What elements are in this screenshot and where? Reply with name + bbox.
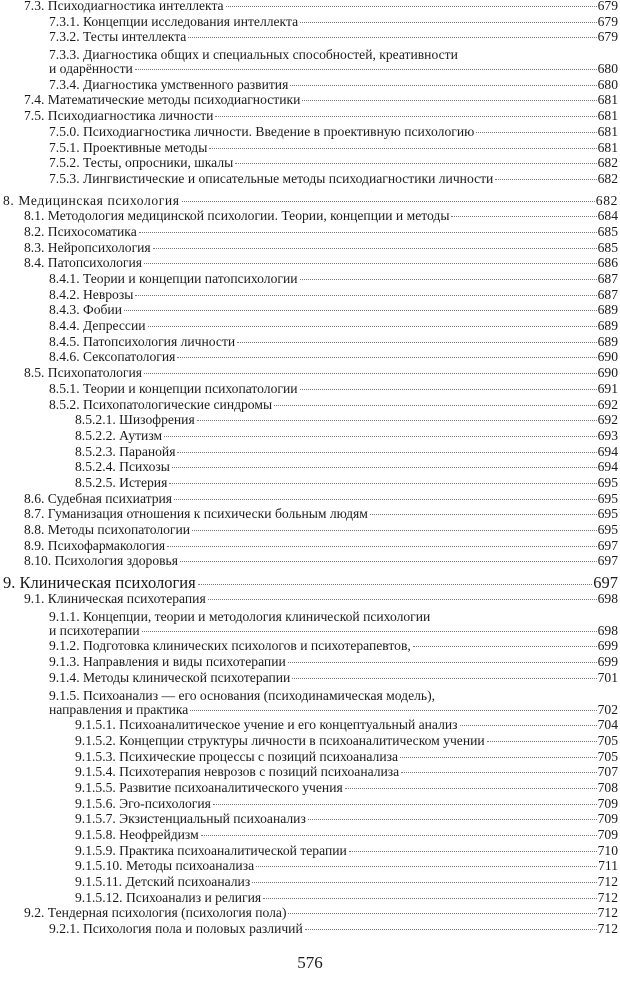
entry-title: 9.1.5.2. Концепции структуры личности в психоаналитическом учении (75, 732, 485, 748)
entry-page-number: 690 (597, 349, 618, 365)
dot-leader (169, 483, 596, 484)
dot-leader (305, 929, 597, 930)
dot-leader (226, 6, 597, 7)
dot-leader (188, 37, 596, 38)
entry-page-number: 701 (597, 669, 618, 685)
dot-leader (177, 357, 596, 358)
entry-page-number: 695 (597, 490, 618, 506)
entry-title: 9. Клиническая психология (3, 573, 196, 593)
entry-page-number: 693 (597, 427, 618, 443)
dot-leader (139, 232, 597, 233)
entry-title: 7.4. Математические методы психодиагностики (24, 92, 301, 108)
toc-entry (0, 475, 618, 491)
entry-page-number: 705 (597, 748, 618, 764)
entry-title: 8.5.2.2. Аутизм (75, 427, 163, 443)
entry-page-number: 682 (595, 192, 618, 208)
dot-leader (292, 678, 596, 679)
dot-leader (460, 725, 597, 726)
entry-title: 8.5.2.1. Шизофрения (75, 412, 195, 428)
dot-leader (164, 436, 596, 437)
entry-page-number: 689 (597, 318, 618, 334)
dot-leader (124, 310, 597, 311)
toc-entry (0, 92, 618, 108)
entry-title: 9.2. Тендерная психология (психология пола) (24, 905, 287, 921)
dot-leader (413, 646, 597, 647)
entry-title: 7.3.1. Концепции исследования интеллекта (49, 13, 299, 29)
entry-page-number: 699 (597, 654, 618, 670)
entry-title: 9.1.5.1. Психоаналитическое учение и его концептуальный анализ (75, 717, 458, 733)
entry-title: 8.6. Судебная психиатрия (24, 490, 173, 506)
entry-title: 7.5.0. Психодиагностика личности. Введение в проективную психологию (49, 123, 475, 139)
toc-entry (0, 208, 618, 224)
entry-title: 9.1.1. Концепции, теории и методология клинической психологии (49, 608, 431, 624)
toc-entry (0, 858, 618, 874)
entry-page-number: 687 (597, 286, 618, 302)
toc-chapter-entry (0, 193, 618, 209)
entry-title: 9.2.1. Психология пола и половых различий (49, 921, 303, 937)
entry-title: 8.4.2. Неврозы (49, 286, 134, 302)
entry-page-number: 687 (597, 271, 618, 286)
entry-page-number: 712 (597, 874, 618, 890)
toc-entry (0, 334, 618, 350)
toc-entry (0, 749, 618, 765)
dot-leader (213, 804, 597, 805)
dot-leader (215, 116, 596, 117)
entry-page-number: 697 (597, 537, 618, 553)
dot-leader (172, 467, 597, 468)
entry-title: 9.1.5.3. Психические процессы с позиций психоанализа (75, 748, 398, 764)
dot-leader (208, 599, 597, 600)
entry-title: 8.5.2.4. Психозы (75, 459, 170, 475)
entry-title: 9.1.5.10. Методы психоанализа (75, 858, 255, 874)
entry-page-number: 694 (597, 459, 618, 475)
dot-leader (300, 279, 597, 280)
entry-title: 9.1.3. Направления и виды психотерапии (49, 654, 286, 670)
toc-entry (0, 506, 618, 522)
dot-leader (177, 452, 596, 453)
dot-leader (288, 662, 597, 663)
toc-entry (0, 365, 618, 381)
entry-page-number: 681 (597, 92, 618, 108)
entry-title: 8.4.1. Теории и концепции патопсихологии (49, 271, 298, 286)
toc-entry (0, 905, 618, 921)
toc-entry (0, 29, 618, 45)
entry-page-number: 679 (597, 13, 618, 29)
dot-leader (180, 561, 597, 562)
entry-title: 7.3.3. Диагностика общих и специальных способностей, креативности (49, 47, 458, 63)
dot-leader (252, 882, 596, 883)
entry-page-number: 689 (597, 333, 618, 349)
dot-leader (235, 163, 596, 164)
toc-entry (0, 538, 618, 554)
entry-title: 9.1.5.6. Эго-психология (75, 795, 211, 811)
toc-entry (0, 827, 618, 843)
entry-page-number: 681 (597, 123, 618, 139)
toc-entry (0, 843, 618, 859)
entry-page-number: 679 (597, 0, 618, 13)
entry-title: 9.1.5.11. Детский психоанализ (75, 874, 251, 890)
entry-title: 9.1.5.4. Психотерапия неврозов с позиций психоанализа (75, 764, 400, 780)
toc-entry (0, 717, 618, 733)
entry-title: 7.5.3. Лингвистические и описательные методы психодиагностики личности (49, 170, 494, 186)
dot-leader (192, 530, 597, 531)
dot-leader (144, 373, 597, 374)
toc-entry (0, 591, 618, 607)
entry-title: 9.1.2. Подготовка клинических психологов и психотерапевтов, (49, 638, 411, 654)
toc-entry (0, 412, 618, 428)
toc-entry (0, 224, 618, 240)
toc-entry (0, 921, 618, 937)
toc-entry (0, 428, 618, 444)
entry-title: 7.5.2. Тесты, опросники, шкалы (49, 155, 234, 171)
toc-entry (0, 381, 618, 397)
toc-entry (0, 318, 618, 334)
entry-page-number: 698 (597, 622, 618, 638)
entry-title: 7.3.4. Диагностика умственного развития (49, 76, 289, 92)
dot-leader (167, 546, 596, 547)
toc-entry (0, 108, 618, 124)
entry-title: 9.1. Клиническая психотерапия (24, 591, 206, 607)
entry-title: 8.9. Психофармакология (24, 537, 166, 553)
toc-entry (0, 271, 618, 287)
toc-entry (0, 702, 618, 718)
toc-entry (0, 654, 618, 670)
entry-title: 8.8. Методы психопатологии (24, 522, 191, 537)
entry-title: 8.7. Гуманизация отношения к психически больным людям (24, 506, 368, 522)
entry-title: 7.5. Психодиагностика личности (24, 108, 214, 124)
toc-entry (0, 638, 618, 654)
dot-leader (349, 851, 597, 852)
entry-page-number: 698 (597, 591, 618, 607)
toc-entry (0, 171, 618, 187)
entry-title: 8.4.3. Фобии (49, 302, 122, 318)
entry-page-number: 685 (597, 239, 618, 255)
toc-entry (0, 47, 618, 61)
dot-leader (308, 819, 597, 820)
entry-page-number: 709 (597, 811, 618, 827)
entry-title: 7.3. Психодиагностика интеллекта (24, 0, 224, 13)
entry-page-number: 697 (593, 573, 618, 593)
dot-leader (148, 326, 597, 327)
dot-leader (153, 248, 597, 249)
entry-page-number: 682 (597, 155, 618, 171)
page-number: 576 (297, 953, 323, 972)
entry-page-number: 692 (597, 412, 618, 428)
entry-page-number: 681 (597, 139, 618, 155)
toc-entry (0, 155, 618, 171)
entry-page-number: 691 (597, 380, 618, 396)
entry-page-number: 712 (597, 921, 618, 937)
toc-entry (0, 890, 618, 906)
entry-title: 8.1. Методология медицинской психологии. Теории, концепции и методы (24, 208, 450, 224)
entry-page-number: 705 (597, 732, 618, 748)
toc-entry (0, 302, 618, 318)
toc-entry (0, 522, 618, 538)
entry-page-number: 690 (597, 365, 618, 381)
entry-page-number: 692 (597, 396, 618, 412)
entry-title: 9.1.5.8. Неофрейдизм (75, 827, 199, 842)
dot-leader (451, 216, 596, 217)
entry-title: направления и практика (49, 701, 189, 717)
toc-entry (0, 77, 618, 93)
entry-page-number: 679 (597, 29, 618, 45)
entry-page-number: 695 (597, 506, 618, 522)
dot-leader (476, 132, 596, 133)
entry-title: 8.10. Психология здоровья (24, 553, 178, 569)
toc-entry (0, 287, 618, 303)
dot-leader (198, 584, 593, 585)
entry-title: 7.3.2. Тесты интеллекта (49, 29, 187, 45)
entry-page-number: 682 (597, 170, 618, 186)
toc-entry (0, 0, 618, 14)
entry-title: 8.3. Нейропсихология (24, 239, 151, 255)
dot-leader (300, 389, 597, 390)
entry-page-number: 699 (597, 638, 618, 654)
entry-title: 8.5. Психопатология (24, 365, 143, 381)
toc-entry (0, 811, 618, 827)
entry-title: 8.5.2. Психопатологические синдромы (49, 396, 273, 412)
entry-title: 8.4.6. Сексопатология (49, 349, 176, 365)
toc-entry (0, 459, 618, 475)
entry-title: 9.1.4. Методы клинической психотерапии (49, 669, 291, 685)
toc-entry (0, 780, 618, 796)
dot-leader (174, 499, 597, 500)
dot-leader (345, 788, 597, 789)
entry-page-number: 709 (597, 795, 618, 811)
toc-entry (0, 61, 618, 77)
entry-page-number: 712 (597, 889, 618, 905)
toc-entry (0, 670, 618, 686)
dot-leader (237, 342, 596, 343)
toc-entry (0, 240, 618, 256)
dot-leader (190, 710, 596, 711)
entry-title: и одарённости (49, 61, 133, 77)
entry-page-number: 707 (597, 764, 618, 780)
entry-title: 9.1.5.9. Практика психоаналитической терапии (75, 842, 347, 858)
entry-title: 9.1.5.5. Развитие психоаналитического учения (75, 779, 343, 795)
entry-page-number: 711 (598, 858, 618, 874)
entry-page-number: 704 (597, 717, 618, 733)
toc-entry (0, 397, 618, 413)
entry-page-number: 680 (597, 61, 618, 77)
dot-leader (201, 835, 597, 836)
toc-entry (0, 444, 618, 460)
toc-entry (0, 796, 618, 812)
entry-title: 8.5.1. Теории и концепции психопатологии (49, 380, 298, 396)
entry-title: 8.4.5. Патопсихология личности (49, 333, 236, 349)
entry-page-number: 681 (597, 108, 618, 124)
entry-page-number: 702 (597, 701, 618, 717)
entry-title: 9.1.5. Психоанализ — его основания (психодинамическая модель), (49, 687, 436, 703)
entry-page-number: 694 (597, 443, 618, 459)
entry-page-number: 712 (597, 905, 618, 921)
entry-page-number: 708 (597, 779, 618, 795)
toc-entry (0, 553, 618, 569)
dot-leader (209, 148, 596, 149)
dot-leader (135, 69, 597, 70)
entry-page-number: 684 (597, 208, 618, 224)
toc-entry (0, 14, 618, 30)
dot-leader (370, 514, 597, 515)
toc-entry (0, 688, 618, 702)
entry-page-number: 709 (597, 827, 618, 842)
toc-entry (0, 255, 618, 271)
dot-leader (288, 913, 596, 914)
entry-title: и психотерапии (49, 622, 140, 638)
dot-leader (495, 179, 596, 180)
entry-title: 8.5.2.3. Паранойя (75, 443, 176, 459)
entry-page-number: 697 (597, 553, 618, 569)
entry-page-number: 710 (597, 842, 618, 858)
entry-title: 9.1.5.7. Экзистенциальный психоанализ (75, 811, 306, 827)
toc-entry (0, 140, 618, 156)
entry-page-number: 686 (597, 255, 618, 271)
dot-leader (182, 201, 595, 202)
dot-leader (256, 866, 597, 867)
dot-leader (197, 420, 597, 421)
toc-entry (0, 764, 618, 780)
entry-page-number: 695 (597, 522, 618, 537)
dot-leader (300, 22, 597, 23)
entry-title: 7.5.1. Проективные методы (49, 139, 208, 155)
entry-page-number: 689 (597, 302, 618, 318)
toc-entry (0, 874, 618, 890)
entry-title: 8.2. Психосоматика (24, 223, 137, 239)
dot-leader (401, 772, 596, 773)
entry-title: 9.1.5.12. Психоанализ и религия (75, 889, 262, 905)
toc-entry (0, 124, 618, 140)
dot-leader (290, 85, 596, 86)
entry-title: 8. Медицинская психология (3, 192, 180, 208)
toc-entry (0, 491, 618, 507)
entry-page-number: 680 (597, 76, 618, 92)
entry-title: 8.4. Патопсихология (24, 255, 143, 271)
toc-entry (0, 609, 618, 623)
entry-page-number: 685 (597, 223, 618, 239)
dot-leader (263, 898, 596, 899)
entry-title: 8.4.4. Депрессии (49, 318, 146, 334)
dot-leader (487, 741, 597, 742)
dot-leader (302, 100, 596, 101)
dot-leader (144, 263, 597, 264)
dot-leader (400, 757, 597, 758)
dot-leader (135, 295, 596, 296)
entry-page-number: 695 (597, 474, 618, 490)
dot-leader (142, 631, 597, 632)
dot-leader (274, 405, 597, 406)
entry-title: 8.5.2.5. Истерия (75, 474, 168, 490)
toc-chapter-entry (0, 574, 618, 591)
toc-entry (0, 623, 618, 639)
toc-entry (0, 349, 618, 365)
toc-entry (0, 733, 618, 749)
